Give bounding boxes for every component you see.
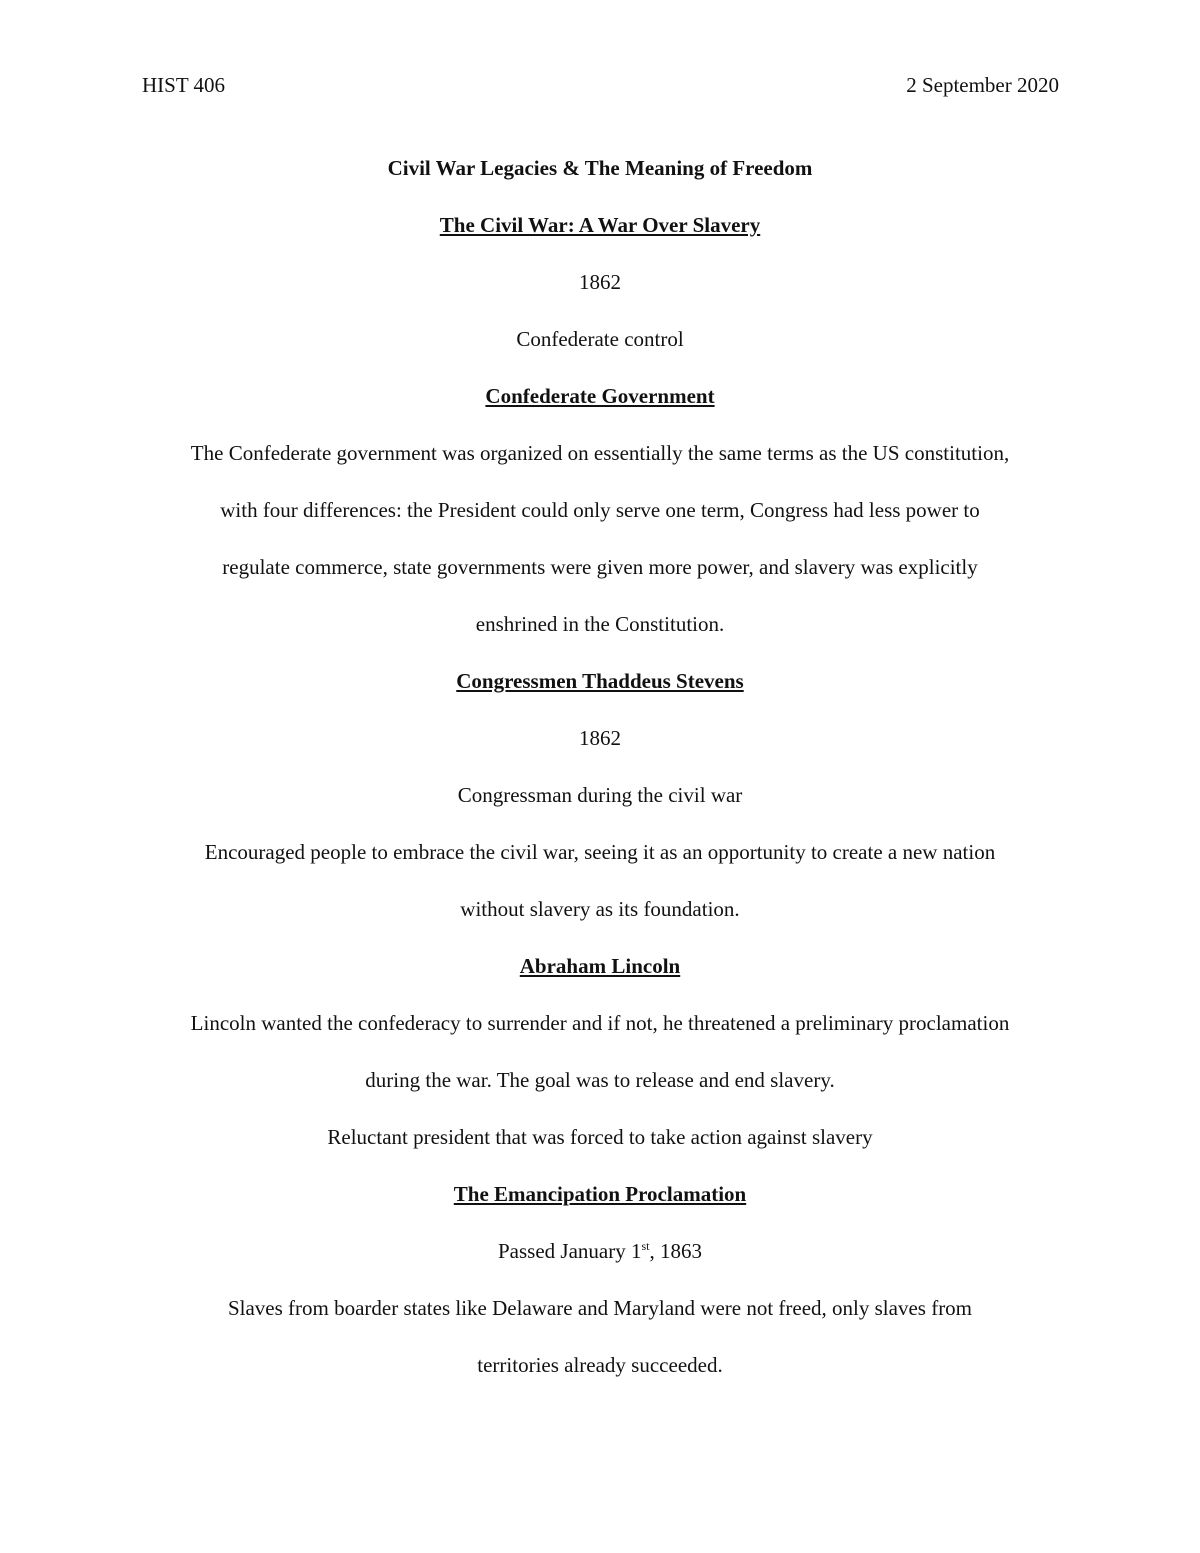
- section-line: Congressman during the civil war: [457, 783, 743, 807]
- course-code: HIST 406: [142, 73, 226, 97]
- section-heading-emancipation-proclamation: The Emancipation Proclamation: [453, 1182, 747, 1206]
- section-line: Confederate control: [516, 327, 684, 351]
- document-title: Civil War Legacies & The Meaning of Freedom: [387, 156, 813, 180]
- section-heading-thaddeus-stevens: Congressmen Thaddeus Stevens: [456, 669, 744, 693]
- section-line: enshrined in the Constitution.: [475, 612, 725, 636]
- section-line: territories already succeeded.: [477, 1353, 723, 1377]
- section-line: with four differences: the President could only serve one term, Congress had less power to: [220, 498, 980, 522]
- section-heading-confederate-government: Confederate Government: [485, 384, 715, 408]
- section-line: The Confederate government was organized on essentially the same terms as the US constitution,: [190, 441, 1010, 465]
- passed-date-line: [120, 1223, 1080, 1280]
- section-line: without slavery as its foundation.: [460, 897, 740, 921]
- passed-prefix: Passed January 1: [498, 1239, 642, 1263]
- section-line: Slaves from boarder states like Delaware and Maryland were not freed, only slaves from: [227, 1296, 973, 1320]
- section-line: 1862: [579, 726, 621, 750]
- ordinal-superscript: st: [641, 1239, 650, 1253]
- section-heading-abraham-lincoln: Abraham Lincoln: [519, 954, 681, 978]
- section-line: Reluctant president that was forced to take action against slavery: [327, 1125, 873, 1149]
- passed-suffix: , 1863: [649, 1239, 702, 1263]
- section-line: 1862: [579, 270, 621, 294]
- section-line: Encouraged people to embrace the civil war, seeing it as an opportunity to create a new nation: [204, 840, 996, 864]
- section-line: Lincoln wanted the confederacy to surrender and if not, he threatened a preliminary proclamation: [190, 1011, 1010, 1035]
- section-heading-civil-war: The Civil War: A War Over Slavery: [439, 213, 761, 237]
- section-line: during the war. The goal was to release and end slavery.: [365, 1068, 835, 1092]
- document-date: 2 September 2020: [906, 73, 1059, 97]
- section-line: regulate commerce, state governments were given more power, and slavery was explicitly: [222, 555, 978, 579]
- document-body: [120, 140, 1080, 1394]
